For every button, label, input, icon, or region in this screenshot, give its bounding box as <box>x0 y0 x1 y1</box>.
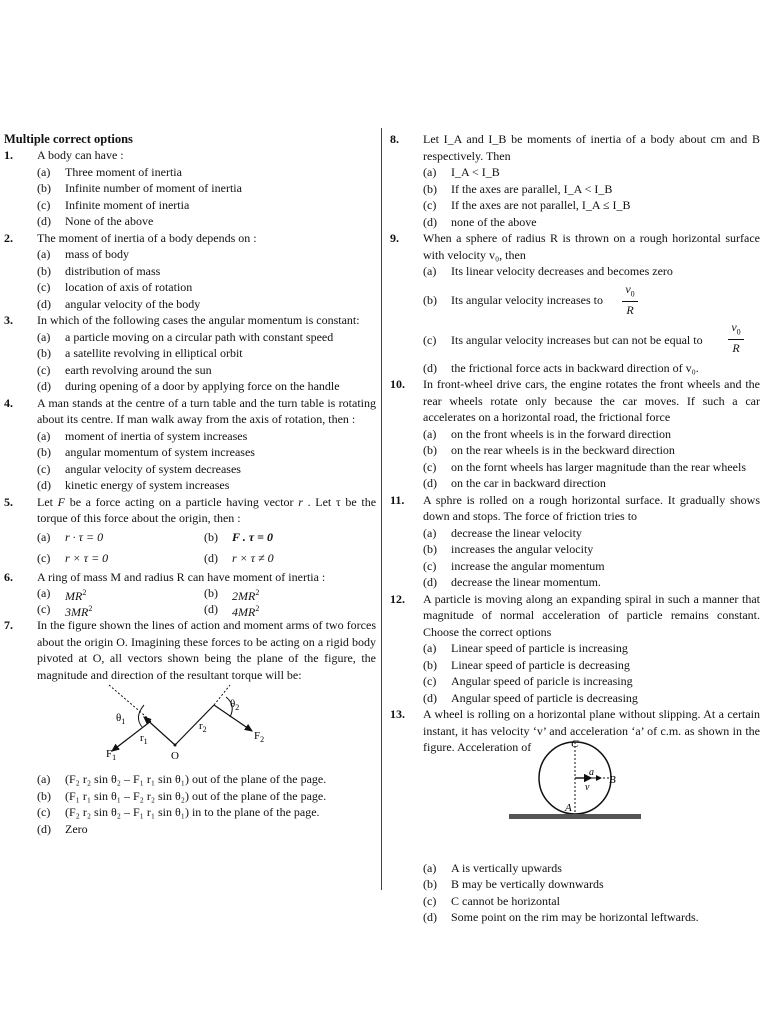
q9-option-c <box>390 320 760 360</box>
option-item <box>4 263 376 280</box>
right-question-list <box>390 376 760 926</box>
q5-options-row-2 <box>4 548 376 569</box>
option-expr: F . τ = 0 <box>232 529 273 544</box>
option-label: (b) <box>37 346 51 360</box>
q5-options-row-1 <box>4 527 376 548</box>
option-item <box>4 197 376 214</box>
option-text: Its angular velocity increases to <box>451 292 603 307</box>
option-text: location of axis of rotation <box>65 280 193 294</box>
option-label: (d) <box>37 296 51 311</box>
option-label: (c) <box>423 558 437 573</box>
option-label: (a) <box>423 525 437 540</box>
question-2 <box>4 230 376 247</box>
question-4 <box>4 395 376 428</box>
question-text: A particle is moving along an expanding spiral in such a manner that magnitude of normal acceleration of particle remains constant. Choose the correct options <box>423 591 760 639</box>
option-text: increase the angular momentum <box>451 558 605 573</box>
option-expr: 2MR <box>232 589 256 603</box>
question-8 <box>390 131 760 164</box>
question-number: 12. <box>390 591 405 606</box>
question-number: 1. <box>4 148 13 162</box>
option-expr: 4MR <box>232 605 256 619</box>
question-12 <box>390 591 760 641</box>
option-text: Linear speed of particle is decreasing <box>451 657 630 672</box>
option-item <box>390 214 760 231</box>
r2-label: $r_2$ <box>199 720 207 734</box>
option-label: (a) <box>37 329 51 344</box>
option-text: B may be vertically downwards <box>451 877 604 891</box>
question-text: A sphre is rolled on a rough horizontal surface. It gradually shows down and stops. The force of friction tries to <box>423 492 760 523</box>
option-label: (a) <box>37 164 51 179</box>
option-label: (d) <box>204 602 218 616</box>
option-label: (d) <box>37 214 51 228</box>
theta1-arc <box>138 705 144 727</box>
option-label: (d) <box>423 476 437 490</box>
option-label: (a) <box>423 860 437 875</box>
question-number: 6. <box>4 569 13 584</box>
option-expr: r · τ = 0 <box>65 529 104 544</box>
option-label: (b) <box>204 529 218 544</box>
question-number: 13. <box>390 707 405 721</box>
option-item <box>4 477 376 494</box>
option-item <box>390 909 760 926</box>
option-label: (c) <box>423 198 437 212</box>
q6-options-row-2 <box>4 601 376 617</box>
option-item <box>390 197 760 214</box>
label-v: v <box>585 782 590 793</box>
option-text: Infinite number of moment of inertia <box>65 181 242 195</box>
question-1 <box>4 147 376 164</box>
option-label: (c) <box>37 805 51 819</box>
r2-line <box>175 705 214 745</box>
option-text: If the axes are parallel, I_A < I_B <box>451 181 613 196</box>
option-text: a particle moving on a circular path with constant speed <box>65 329 334 344</box>
q5-text-a: Let <box>37 494 53 509</box>
q5-text-b: be a force acting on a particle having vector <box>69 494 294 509</box>
option-text: Angular speed of paricle is increasing <box>451 674 633 688</box>
option-item <box>4 461 376 478</box>
option-item <box>4 428 376 445</box>
question-text: In front-wheel drive cars, the engine rotates the front wheels and the rear wheels rotate only because the car moves. If such a car accelerates on a horizontal road, the frictional force <box>423 377 760 424</box>
option-text: earth revolving around the sun <box>65 362 212 377</box>
option-label: (d) <box>423 910 437 924</box>
section-heading: Multiple correct options <box>4 132 133 146</box>
option-text: decrease the linear velocity <box>451 525 582 540</box>
r1-arrow <box>144 717 175 745</box>
option-item <box>4 329 376 346</box>
option-expr: r × τ = 0 <box>65 550 109 565</box>
option-label: (c) <box>37 197 51 212</box>
q5-F: F <box>57 494 66 509</box>
option-text: A is vertically upwards <box>451 860 562 875</box>
question-text: A body can have : <box>37 148 124 162</box>
question-number: 5. <box>4 494 13 509</box>
column-divider <box>381 128 382 890</box>
option-expr: 3MR <box>65 605 89 619</box>
option-item <box>390 893 760 910</box>
option-text: Angular speed of particle is decreasing <box>451 690 638 705</box>
option-item <box>390 657 760 674</box>
F1-label: $F_1$ <box>106 748 117 762</box>
question-text: When a sphere of radius R is thrown on a rough horizontal surface with velocity v₀, then <box>423 231 760 262</box>
option-label: (c) <box>423 459 437 474</box>
option-item <box>390 525 760 542</box>
option-expr: MR <box>65 589 83 603</box>
left-column <box>4 131 376 837</box>
option-label: (d) <box>204 550 218 565</box>
option-label: (c) <box>37 602 51 616</box>
label-A: A <box>565 802 572 814</box>
option-text: the frictional force acts in backward direction of v₀. <box>451 360 699 375</box>
option-label: (a) <box>37 772 51 786</box>
option-text: Zero <box>65 821 88 836</box>
option-label: (a) <box>423 426 437 441</box>
option-text: (F₁ r₁ sin θ₁ – F₂ r₂ sin θ₂) out of the plane of the page. <box>65 788 327 803</box>
exponent: 2 <box>255 604 260 613</box>
question-number: 9. <box>390 231 399 245</box>
option-label: (d) <box>37 478 51 492</box>
option-item <box>390 673 760 690</box>
option-label: (b) <box>37 445 51 459</box>
option-text: on the car in backward direction <box>451 476 606 490</box>
option-label: (b) <box>37 181 51 195</box>
option-label: (a) <box>423 165 437 179</box>
option-item <box>4 788 376 805</box>
question-text: A man stands at the centre of a turn table and the turn table is rotating about its centre. If man walk away from the axis of rotation, then : <box>37 395 376 426</box>
option-item <box>390 426 760 443</box>
option-label: (b) <box>423 292 437 307</box>
option-text: angular momentum of system increases <box>65 445 255 459</box>
option-item <box>4 246 376 263</box>
question-text: In the figure shown the lines of action and moment arms of two forces about the origin O. Imagining these forces to be acting on a rigid body pivoted at O, all vectors shown being the plane of the figure, the magnitude and direction of the resultant torque will be: <box>37 618 376 682</box>
question-number: 3. <box>4 313 13 327</box>
question-11 <box>390 492 760 525</box>
option-label: (b) <box>423 542 437 556</box>
option-item <box>4 362 376 379</box>
option-item <box>4 444 376 461</box>
fraction-v0-R: $v_0$ R <box>728 320 744 356</box>
question-text: The moment of inertia of a body depends on : <box>37 230 257 245</box>
option-label: (c) <box>423 332 437 347</box>
question-text: A wheel is rolling on a horizontal plane without slipping. At a certain instant, it has velocity ‘v’ and acceleration ‘a’ of c.m. as shown in the figure. Acceleration of <box>423 707 760 754</box>
option-label: (b) <box>423 443 437 457</box>
option-label: (b) <box>423 181 437 196</box>
question-number: 7. <box>4 618 13 632</box>
question-6 <box>4 569 376 586</box>
option-text: None of the above <box>65 214 154 228</box>
option-text: Linear speed of particle is increasing <box>451 641 628 655</box>
dashed-line-2 <box>214 685 230 705</box>
option-item <box>390 541 760 558</box>
option-item <box>4 279 376 296</box>
q9-option-a <box>390 263 760 280</box>
option-text: moment of inertia of system increases <box>65 428 248 443</box>
option-label: (b) <box>37 788 51 803</box>
option-text: mass of body <box>65 247 129 261</box>
option-item <box>390 181 760 198</box>
question-number: 8. <box>390 132 399 146</box>
option-item <box>390 442 760 459</box>
option-text: (F₂ r₂ sin θ₂ – F₁ r₁ sin θ₁) out of the plane of the page. <box>65 772 327 786</box>
wheel-figure <box>505 736 645 822</box>
option-text: If the axes are not parallel, I_A ≤ I_B <box>451 198 631 212</box>
question-9 <box>390 230 760 263</box>
q9-option-d <box>390 360 760 377</box>
option-text: angular velocity of the body <box>65 296 201 311</box>
q5-text-c: . Let τ be the torque of this force about the origin, then : <box>37 494 377 525</box>
option-text: C cannot be horizontal <box>451 893 560 908</box>
option-label: (c) <box>37 362 51 377</box>
question-text: In which of the following cases the angular momentum is constant: <box>37 313 360 327</box>
r1-label: $r_1$ <box>140 732 148 746</box>
ground-plane <box>509 814 641 819</box>
question-number: 10. <box>390 377 405 391</box>
option-text: Its angular velocity increases but can not be equal to <box>451 332 703 347</box>
option-text: a satellite revolving in elliptical orbit <box>65 346 243 360</box>
option-text: on the front wheels is in the forward direction <box>451 426 671 441</box>
option-text: angular velocity of system decreases <box>65 461 241 476</box>
exponent: 2 <box>255 588 260 597</box>
option-text: on the rear wheels is in the beckward direction <box>451 443 675 457</box>
origin-point <box>174 744 177 747</box>
theta2-label: $\theta_2$ <box>230 698 240 712</box>
label-C: C <box>571 738 579 750</box>
option-label: (d) <box>423 690 437 705</box>
question-number: 4. <box>4 395 13 410</box>
option-text: increases the angular velocity <box>451 542 594 556</box>
question-7 <box>4 617 376 683</box>
option-item <box>4 345 376 362</box>
option-text: decrease the linear momentum. <box>451 575 601 589</box>
q5-r: r <box>298 494 303 509</box>
option-label: (d) <box>423 575 437 589</box>
option-label: (a) <box>37 428 51 443</box>
option-item <box>4 378 376 395</box>
F2-label: $F_2$ <box>254 730 265 744</box>
option-item <box>390 459 760 476</box>
option-text: Its linear velocity decreases and becomes zero <box>451 264 673 278</box>
option-item <box>4 771 376 788</box>
label-a: a <box>589 767 594 778</box>
option-label: (a) <box>37 247 51 261</box>
option-text: (F₂ r₂ sin θ₂ – F₁ r₁ sin θ₁) in to the plane of the page. <box>65 805 320 819</box>
option-item <box>4 296 376 313</box>
q7-options <box>4 771 376 837</box>
option-item <box>390 475 760 492</box>
option-label: (b) <box>204 586 218 600</box>
label-B: B <box>609 774 616 786</box>
option-item <box>390 640 760 657</box>
option-item <box>4 213 376 230</box>
option-text: none of the above <box>451 214 537 229</box>
option-text: Three moment of inertia <box>65 164 182 179</box>
torque-figure <box>4 683 376 771</box>
option-label: (c) <box>423 674 437 688</box>
exponent: 2 <box>88 604 93 613</box>
question-number: 2. <box>4 230 13 245</box>
option-text: on the fornt wheels has larger magnitude than the rear wheels <box>451 459 747 474</box>
option-label: (d) <box>423 360 437 375</box>
option-label: (d) <box>37 821 51 836</box>
question-text: A ring of mass M and radius R can have moment of inertia : <box>37 569 326 584</box>
option-label: (a) <box>423 641 437 655</box>
option-label: (a) <box>37 529 51 544</box>
option-label: (a) <box>37 586 51 600</box>
option-text: distribution of mass <box>65 263 161 278</box>
option-item <box>390 876 760 893</box>
option-item <box>4 804 376 821</box>
question-10 <box>390 376 760 426</box>
option-item <box>4 821 376 838</box>
left-question-list <box>4 147 376 494</box>
option-item <box>390 574 760 591</box>
option-text: kinetic energy of system increases <box>65 478 230 492</box>
option-text: during opening of a door by applying force on the handle <box>65 379 340 393</box>
option-item <box>390 690 760 707</box>
option-label: (d) <box>37 379 51 393</box>
option-text: I_A < I_B <box>451 165 500 179</box>
option-label: (c) <box>423 893 437 908</box>
question-5 <box>4 494 376 527</box>
option-label: (c) <box>37 280 51 294</box>
option-label: (c) <box>37 550 51 565</box>
origin-label: O <box>171 750 179 762</box>
option-label: (a) <box>423 264 437 278</box>
torque-diagram <box>4 683 376 771</box>
option-item <box>4 164 376 181</box>
option-label: (b) <box>423 877 437 891</box>
question-3 <box>4 312 376 329</box>
option-expr: r × τ ≠ 0 <box>232 550 274 565</box>
option-text: Infinite moment of inertia <box>65 197 190 212</box>
theta1-label: $\theta_1$ <box>116 712 126 726</box>
exponent: 2 <box>82 588 87 597</box>
option-label: (c) <box>37 461 51 476</box>
option-label: (d) <box>423 214 437 229</box>
option-item <box>390 558 760 575</box>
option-label: (b) <box>37 263 51 278</box>
option-text: Some point on the rim may be horizontal leftwards. <box>451 910 699 924</box>
question-text: Let I_A and I_B be moments of inertia of a body about cm and B respectively. Then <box>423 132 760 163</box>
q6-options-row-1 <box>4 585 376 601</box>
question-number: 11. <box>390 492 405 507</box>
q8-options <box>390 164 760 230</box>
option-item <box>390 164 760 181</box>
option-label: (b) <box>423 657 437 672</box>
fraction-v0-R: $v_0$ R <box>622 282 638 318</box>
F1-arrow <box>112 721 151 751</box>
option-item <box>390 860 760 877</box>
option-item <box>4 180 376 197</box>
q9-option-b <box>390 280 760 320</box>
